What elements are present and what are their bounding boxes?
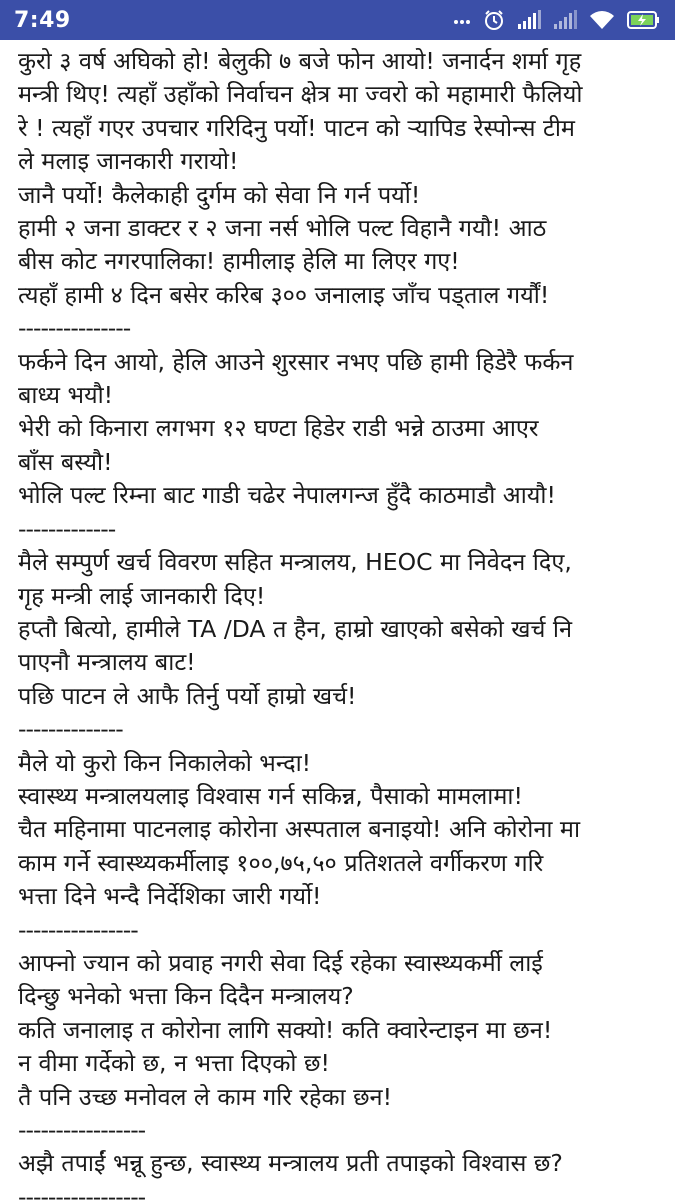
separator-line: -------------	[18, 514, 116, 543]
signal-icon	[517, 10, 541, 30]
post-text-line: कुरो ३ वर्ष अघिको हो! बेलुकी ७ बजे फोन आयो! जनार्दन शर्मा गृह	[18, 47, 582, 75]
separator-line: -----------------	[18, 1116, 146, 1144]
post-text-line: अझै तपाईं भन्नू हुन्छ, स्वास्थ्य मन्त्रालय प्रती तपाइको विश्वास छ?	[18, 1149, 563, 1178]
separator-line: -----------------	[18, 1182, 146, 1200]
post-text-line: न वीमा गर्देको छ, न भत्ता दिएको छ!	[18, 1049, 330, 1078]
post-text-line: मन्त्री थिए! त्यहाँ उहाँको निर्वाचन क्षेत्र मा ज्वरो को महामारी फैलियो	[18, 80, 583, 109]
wifi-icon	[589, 10, 615, 30]
post-text-line: आफ्नो ज्यान को प्रवाह नगरी सेवा दिई रहेका स्वास्थ्यकर्मी लाई	[18, 948, 543, 977]
more-dots-icon	[453, 10, 471, 30]
alarm-icon	[483, 9, 505, 31]
post-text-line: ले मलाइ जानकारी गरायो!	[18, 147, 239, 176]
post-text-line: बाँस बस्यौ!	[18, 447, 113, 476]
post-text-line: मैले सम्पुर्ण खर्च विवरण सहित मन्त्रालय, HEOC मा निवेदन दिए,	[18, 548, 572, 577]
post-text-line: काम गर्ने स्वास्थ्यकर्मीलाइ १००,७५,५० प्रतिशतले वर्गीकरण गरि	[18, 848, 544, 877]
post-text-line: चैत महिनामा पाटनलाइ कोरोना अस्पताल बनाइयो! अनि कोरोना मा	[18, 815, 581, 844]
post-text-line: बाध्य भयौ!	[18, 381, 114, 410]
separator-line: --------------	[18, 715, 123, 744]
battery-charging-icon	[627, 10, 661, 30]
post-text-line: बीस कोट नगरपालिका! हामीलाइ हेलि मा लिएर गए!	[18, 247, 460, 276]
separator-line: ----------------	[18, 915, 138, 944]
post-text-line: मैले यो कुरो किन निकालेको भन्दा!	[18, 748, 312, 777]
post-text-line: तै पनि उच्छ मनोवल ले काम गरि रहेका छन!	[18, 1082, 393, 1111]
post-text-line: जानै पर्यो! कैलेकाही दुर्गम को सेवा नि गर्न पर्यो!	[18, 180, 421, 209]
post-text-line: हामी २ जना डाक्टर र २ जना नर्स भोलि पल्ट विहानै गयौ! आठ	[18, 214, 547, 243]
post-text-line: कति जनालाइ त कोरोना लागि सक्यो! कति क्वारेन्टाइन मा छन!	[18, 1015, 553, 1044]
post-text-line: हप्तौ बित्यो, हामीले TA /DA त हैन, हाम्रो खाएको बसेको खर्च नि	[18, 614, 573, 643]
post-text-line: फर्कने दिन आयो, हेलि आउने शुरसार नभए पछि हामी हिडेरै फर्कन	[18, 347, 574, 376]
status-time: 7:49	[14, 7, 71, 33]
post-text-line: गृह मन्त्री लाई जानकारी दिए!	[18, 581, 266, 610]
post-text-line: भत्ता दिने भन्दै निर्देशिका जारी गर्यो!	[18, 882, 322, 911]
post-text-line: पछि पाटन ले आफै तिर्नु पर्यो हाम्रो खर्च!	[18, 681, 357, 710]
status-icons	[453, 9, 661, 31]
post-text-line: रे ! त्यहाँ गएर उपचार गरिदिनु पर्यो! पाटन को र्‍यापिड रेस्पोन्स टीम	[18, 113, 575, 142]
post-text-line: पाएनौ मन्त्रालय बाट!	[18, 648, 196, 677]
post-text-line: स्वास्थ्य मन्त्रालयलाइ विश्वास गर्न सकिन्न, पैसाको मामलामा!	[18, 781, 523, 810]
post-body	[0, 40, 675, 1200]
post-text-line: भोलि पल्ट रिम्ना बाट गाडी चढेर नेपालगन्ज हुँदै काठमाडौ आयौ!	[18, 481, 556, 510]
post-text-line: भेरी को किनारा लगभग १२ घण्टा हिडेर राडी भन्ने ठाउमा आएर	[18, 414, 539, 443]
signal-icon	[553, 10, 577, 30]
separator-line: ---------------	[18, 314, 131, 343]
post-text-line: त्यहाँ हामी ४ दिन बसेर करिब ३०० जनालाइ जाँच पड्ताल गर्यौं!	[18, 280, 550, 309]
post-text-line: दिन्छु भनेको भत्ता किन दिदैन मन्त्रालय?	[18, 982, 354, 1011]
status-bar	[0, 0, 675, 40]
